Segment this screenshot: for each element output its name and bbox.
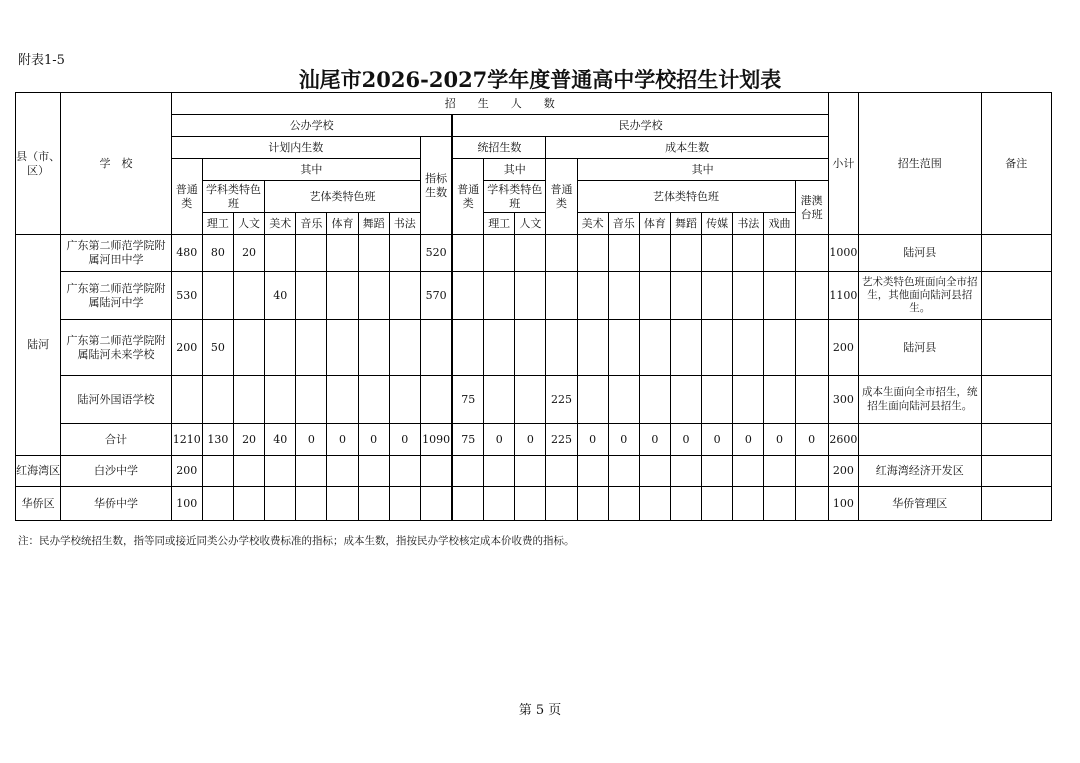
cell: [639, 320, 670, 376]
total-cell: 225: [546, 424, 577, 456]
school-cell: 广东第二师范学院附属河田中学: [61, 235, 172, 272]
subject-class-header: 学科类特色班: [202, 181, 264, 213]
cell: [484, 376, 515, 424]
cell: [702, 376, 733, 424]
cell: [389, 272, 420, 320]
total-cell: 0: [484, 424, 515, 456]
cell: [296, 320, 327, 376]
cost-general-header: 普通类: [546, 159, 577, 235]
cost-art-col-header: 美术: [577, 213, 608, 235]
scope-cell: 成本生面向全市招生，统招生面向陆河县招生。: [858, 376, 981, 424]
cost-art-col-header: 音乐: [608, 213, 639, 235]
school-cell: 白沙中学: [61, 456, 172, 487]
subtotal-cell: 200: [828, 320, 858, 376]
cell: [702, 235, 733, 272]
cost-art-col-header: 传媒: [702, 213, 733, 235]
cell: [733, 272, 764, 320]
sci-header: 理工: [202, 213, 233, 235]
total-cell: 0: [795, 424, 828, 456]
cell: [670, 320, 701, 376]
cell: [484, 272, 515, 320]
cell: [327, 272, 358, 320]
cell: [608, 320, 639, 376]
remark-cell: [981, 235, 1052, 272]
school-cell: 陆河外国语学校: [61, 376, 172, 424]
cell: 100: [171, 487, 202, 521]
cell: [639, 376, 670, 424]
cell: [420, 320, 452, 376]
hum-header: 人文: [234, 213, 265, 235]
total-cell: 0: [733, 424, 764, 456]
cell: [202, 376, 233, 424]
scope-cell: 陆河县: [858, 320, 981, 376]
cell: [795, 376, 828, 424]
cell: 225: [546, 376, 577, 424]
remark-header: 备注: [981, 93, 1052, 235]
cell: 200: [171, 320, 202, 376]
cell: [420, 376, 452, 424]
table-row: [16, 456, 1052, 487]
page-number: 第 5 页: [518, 703, 562, 718]
cell: [484, 235, 515, 272]
enrollment-plan-table: [15, 92, 1052, 521]
cell: [702, 272, 733, 320]
total-cell: 0: [608, 424, 639, 456]
total-cell: 0: [577, 424, 608, 456]
scope-header: 招生范围: [858, 93, 981, 235]
county-header: 县（市、区）: [16, 93, 61, 235]
cell: 530: [171, 272, 202, 320]
total-cell: 0: [670, 424, 701, 456]
cell: [764, 272, 795, 320]
cell: [608, 235, 639, 272]
scope-cell: 陆河县: [858, 235, 981, 272]
cell: [670, 272, 701, 320]
unified-subject-header: 学科类特色班: [484, 181, 546, 213]
cell: [296, 272, 327, 320]
remark-cell: [981, 424, 1052, 456]
table-row: [16, 272, 1052, 320]
cell: [358, 272, 389, 320]
attachment-label: 附表1-5: [18, 53, 65, 68]
cell: [515, 272, 546, 320]
remark-cell: [981, 487, 1052, 521]
cell: [327, 376, 358, 424]
cost-art-col-header: 体育: [639, 213, 670, 235]
cell: [171, 376, 202, 424]
cell: [577, 320, 608, 376]
art-col-header: 书法: [389, 213, 420, 235]
cell: [389, 320, 420, 376]
cell: [515, 376, 546, 424]
cell: [389, 235, 420, 272]
total-cell: 1210: [171, 424, 202, 456]
cell: [327, 235, 358, 272]
cell: [764, 376, 795, 424]
cell: [733, 235, 764, 272]
cell: [670, 376, 701, 424]
cell: 80: [202, 235, 233, 272]
unified-among-header: 其中: [484, 159, 546, 181]
scope-cell: 华侨管理区: [858, 487, 981, 521]
unified-header: 统招生数: [452, 137, 545, 159]
total-cell: 0: [389, 424, 420, 456]
cell: 520: [420, 235, 452, 272]
general-header: 普通类: [171, 159, 202, 235]
cell: [452, 320, 483, 376]
cell: [265, 320, 296, 376]
sci-header: 理工: [484, 213, 515, 235]
table-row: [16, 235, 1052, 272]
total-cell: 0: [327, 424, 358, 456]
cell: [577, 376, 608, 424]
total-cell: 20: [234, 424, 265, 456]
cell: 40: [265, 272, 296, 320]
cell: [358, 235, 389, 272]
remark-cell: [981, 320, 1052, 376]
art-class-header: 艺体类特色班: [265, 181, 421, 213]
cell: [764, 320, 795, 376]
total-row: [16, 424, 1052, 456]
cell: [733, 376, 764, 424]
enrollment-header: 招 生 人 数: [171, 93, 828, 115]
cell: [358, 376, 389, 424]
cell: [546, 320, 577, 376]
cell: [327, 320, 358, 376]
scope-cell: 红海湾经济开发区: [858, 456, 981, 487]
table-row: [16, 320, 1052, 376]
total-label: 合计: [61, 424, 172, 456]
art-col-header: 舞蹈: [358, 213, 389, 235]
table-row: [16, 487, 1052, 521]
cell: [546, 235, 577, 272]
county-cell: 华侨区: [16, 487, 61, 521]
quota-header: 指标生数: [420, 137, 452, 235]
cell: [795, 235, 828, 272]
cost-among-header: 其中: [577, 159, 828, 181]
total-cell: 0: [515, 424, 546, 456]
private-school-header: 民办学校: [452, 115, 828, 137]
cost-art-col-header: 书法: [733, 213, 764, 235]
cell: [452, 272, 483, 320]
public-school-header: 公办学校: [171, 115, 452, 137]
hkmo-header: 港澳台班: [795, 181, 828, 235]
total-cell: 0: [296, 424, 327, 456]
cell: [265, 235, 296, 272]
scope-cell: [858, 424, 981, 456]
cell: [358, 320, 389, 376]
scope-cell: 艺术类特色班面向全市招生，其他面向陆河县招生。: [858, 272, 981, 320]
cell: [577, 272, 608, 320]
cell: [733, 320, 764, 376]
cell: [484, 320, 515, 376]
school-cell: 广东第二师范学院附属陆河未来学校: [61, 320, 172, 376]
subtotal-cell: 300: [828, 376, 858, 424]
cell: [670, 235, 701, 272]
cell: [608, 272, 639, 320]
total-cell: 0: [639, 424, 670, 456]
cell: [608, 376, 639, 424]
cell: [546, 272, 577, 320]
cell: [202, 272, 233, 320]
table-row: [16, 376, 1052, 424]
subtotal-cell: 1000: [828, 235, 858, 272]
subtotal-cell: 200: [828, 456, 858, 487]
cell: [389, 376, 420, 424]
cell: [577, 235, 608, 272]
unified-general-header: 普通类: [452, 159, 483, 235]
subtotal-cell: 1100: [828, 272, 858, 320]
total-cell: 2600: [828, 424, 858, 456]
cell: [764, 235, 795, 272]
art-col-header: 体育: [327, 213, 358, 235]
cost-art-col-header: 戏曲: [764, 213, 795, 235]
cell: [639, 272, 670, 320]
cell: 200: [171, 456, 202, 487]
cell: 570: [420, 272, 452, 320]
cell: [234, 320, 265, 376]
cell: [639, 235, 670, 272]
subtotal-header: 小计: [828, 93, 858, 235]
cost-art-header: 艺体类特色班: [577, 181, 795, 213]
page-title: 汕尾市2026-2027学年度普通高中学校招生计划表: [298, 67, 782, 92]
total-cell: 75: [452, 424, 483, 456]
cell: [234, 376, 265, 424]
remark-cell: [981, 272, 1052, 320]
total-cell: 0: [764, 424, 795, 456]
school-cell: 广东第二师范学院附属陆河中学: [61, 272, 172, 320]
cell: [795, 320, 828, 376]
remark-cell: [981, 376, 1052, 424]
cell: [702, 320, 733, 376]
cell: [515, 235, 546, 272]
school-cell: 华侨中学: [61, 487, 172, 521]
art-col-header: 音乐: [296, 213, 327, 235]
total-cell: 1090: [420, 424, 452, 456]
cell: 20: [234, 235, 265, 272]
total-cell: 130: [202, 424, 233, 456]
cell: [452, 235, 483, 272]
total-cell: 0: [702, 424, 733, 456]
among-header: 其中: [202, 159, 420, 181]
cell: [234, 272, 265, 320]
remark-cell: [981, 456, 1052, 487]
cost-art-col-header: 舞蹈: [670, 213, 701, 235]
cell: [515, 320, 546, 376]
subtotal-cell: 100: [828, 487, 858, 521]
cost-header: 成本生数: [546, 137, 828, 159]
cell: [265, 376, 296, 424]
county-cell: 红海湾区: [16, 456, 61, 487]
cell: [296, 376, 327, 424]
art-col-header: 美术: [265, 213, 296, 235]
cell: 75: [452, 376, 483, 424]
county-cell: 陆河: [16, 235, 61, 456]
cell: 50: [202, 320, 233, 376]
cell: [296, 235, 327, 272]
cell: 480: [171, 235, 202, 272]
planned-header: 计划内生数: [171, 137, 420, 159]
hum-header: 人文: [515, 213, 546, 235]
total-cell: 0: [358, 424, 389, 456]
total-cell: 40: [265, 424, 296, 456]
school-header: 学 校: [61, 93, 172, 235]
cell: [795, 272, 828, 320]
footnote: 注：民办学校统招生数，指等同或接近同类公办学校收费标准的指标；成本生数，指按民办学校核定成本价收费的指标。: [18, 535, 575, 547]
